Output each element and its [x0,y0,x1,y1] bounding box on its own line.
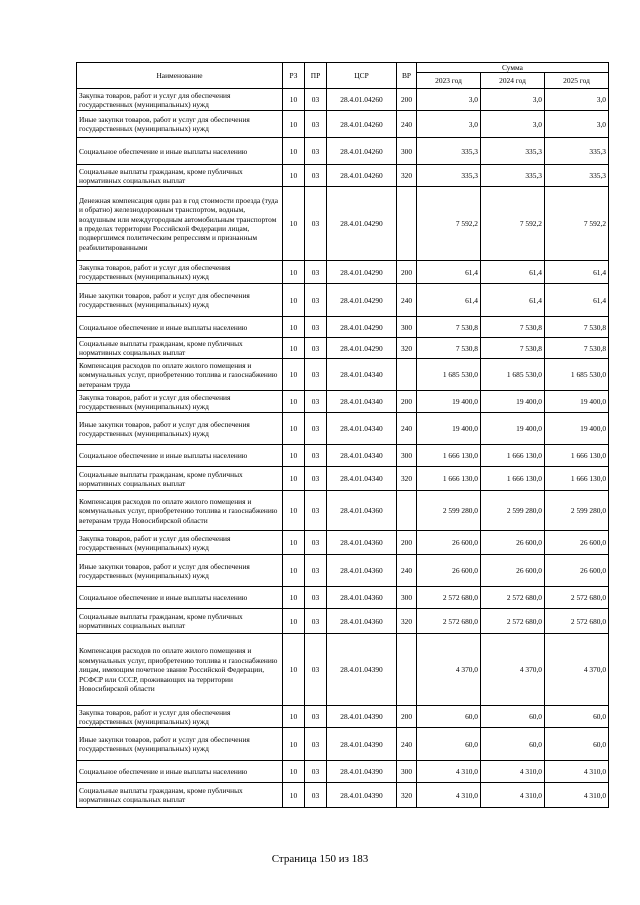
cell-csr: 28.4.01.04260 [327,111,397,138]
cell-rz: 10 [283,359,305,391]
cell-csr: 28.4.01.04390 [327,783,397,808]
cell-name: Иные закупки товаров, работ и услуг для обеспечения государственных (муниципальных) нужд [77,284,283,317]
cell-csr: 28.4.01.04340 [327,413,397,445]
cell-2025: 2 572 680,0 [545,609,609,634]
cell-name: Иные закупки товаров, работ и услуг для обеспечения государственных (муниципальных) нужд [77,413,283,445]
table-row [77,467,609,491]
header-year-2025: 2025 год [545,73,609,89]
cell-csr: 28.4.01.04260 [327,89,397,111]
table-row [77,609,609,634]
cell-rz: 10 [283,391,305,413]
cell-2025: 335,3 [545,138,609,165]
cell-2025: 61,4 [545,284,609,317]
cell-csr: 28.4.01.04260 [327,138,397,165]
cell-2023: 60,0 [417,728,481,761]
cell-name: Иные закупки товаров, работ и услуг для обеспечения государственных (муниципальных) нужд [77,728,283,761]
cell-name: Социальное обеспечение и иные выплаты населению [77,445,283,467]
cell-pr: 03 [305,338,327,359]
cell-csr: 28.4.01.04340 [327,359,397,391]
cell-pr: 03 [305,783,327,808]
cell-2023: 61,4 [417,261,481,284]
cell-2024: 335,3 [481,138,545,165]
cell-vr: 200 [397,706,417,728]
cell-vr: 320 [397,467,417,491]
cell-vr: 300 [397,317,417,338]
cell-2025: 1 685 530,0 [545,359,609,391]
cell-2025: 2 599 280,0 [545,491,609,531]
cell-2025: 7 530,8 [545,338,609,359]
cell-pr: 03 [305,138,327,165]
table-row [77,728,609,761]
cell-csr: 28.4.01.04260 [327,165,397,187]
cell-name: Социальное обеспечение и иные выплаты населению [77,761,283,783]
table-row [77,634,609,706]
budget-table [76,62,609,808]
cell-2023: 4 370,0 [417,634,481,706]
table-row [77,317,609,338]
cell-vr: 320 [397,338,417,359]
cell-2023: 26 600,0 [417,555,481,587]
cell-vr: 240 [397,111,417,138]
cell-pr: 03 [305,187,327,261]
cell-pr: 03 [305,284,327,317]
table-row [77,445,609,467]
cell-2024: 1 685 530,0 [481,359,545,391]
table-row [77,706,609,728]
cell-pr: 03 [305,111,327,138]
cell-2025: 2 572 680,0 [545,587,609,609]
cell-name: Компенсация расходов по оплате жилого помещения и коммунальных услуг, приобретению топлива и газоснабжению лицам, имеющим почетное звание Российской Федерации, РСФСР или СССР, проживающих на территории Новосибирской области [77,634,283,706]
cell-2025: 7 592,2 [545,187,609,261]
cell-2023: 61,4 [417,284,481,317]
cell-2025: 3,0 [545,111,609,138]
cell-2024: 4 310,0 [481,761,545,783]
header-year-2023: 2023 год [417,73,481,89]
cell-2024: 2 599 280,0 [481,491,545,531]
cell-vr: 240 [397,555,417,587]
table-row [77,555,609,587]
cell-2025: 3,0 [545,89,609,111]
cell-vr: 240 [397,413,417,445]
cell-2024: 19 400,0 [481,391,545,413]
cell-rz: 10 [283,317,305,338]
cell-name: Закупка товаров, работ и услуг для обеспечения государственных (муниципальных) нужд [77,261,283,284]
cell-name: Социальные выплаты гражданам, кроме публичных нормативных социальных выплат [77,165,283,187]
table-row [77,531,609,555]
cell-2023: 7 530,8 [417,317,481,338]
cell-2024: 7 530,8 [481,338,545,359]
cell-vr: 200 [397,261,417,284]
cell-vr: 300 [397,138,417,165]
cell-vr: 240 [397,728,417,761]
table-row [77,359,609,391]
cell-csr: 28.4.01.04360 [327,491,397,531]
table-row [77,284,609,317]
table-row [77,491,609,531]
cell-2024: 1 666 130,0 [481,467,545,491]
cell-name: Социальные выплаты гражданам, кроме публичных нормативных социальных выплат [77,609,283,634]
cell-vr: 200 [397,391,417,413]
cell-2024: 61,4 [481,284,545,317]
header-vr: ВР [397,63,417,89]
cell-rz: 10 [283,634,305,706]
cell-vr [397,187,417,261]
cell-2024: 3,0 [481,89,545,111]
cell-2025: 1 666 130,0 [545,467,609,491]
table-row [77,111,609,138]
page-number: Страница 150 из 183 [271,853,369,865]
table-row [77,587,609,609]
cell-pr: 03 [305,445,327,467]
cell-pr: 03 [305,706,327,728]
cell-name: Денежная компенсация один раз в год стоимости проезда (туда и обратно) железнодорожным транспортом, водным, воздушным или междугородным автомобильным транспортом в пределах территории Российской Федерации лицам, подвергшимся политическим репрессиям и признанным реабилитированными [77,187,283,261]
cell-2023: 3,0 [417,111,481,138]
table-row [77,165,609,187]
cell-2023: 19 400,0 [417,413,481,445]
cell-rz: 10 [283,531,305,555]
cell-2023: 7 530,8 [417,338,481,359]
cell-name: Социальные выплаты гражданам, кроме публичных нормативных социальных выплат [77,467,283,491]
cell-2023: 19 400,0 [417,391,481,413]
header-rz: РЗ [283,63,305,89]
cell-pr: 03 [305,609,327,634]
cell-name: Закупка товаров, работ и услуг для обеспечения государственных (муниципальных) нужд [77,706,283,728]
cell-rz: 10 [283,187,305,261]
cell-2024: 26 600,0 [481,531,545,555]
cell-csr: 28.4.01.04390 [327,728,397,761]
cell-2025: 1 666 130,0 [545,445,609,467]
cell-name: Иные закупки товаров, работ и услуг для обеспечения государственных (муниципальных) нужд [77,111,283,138]
cell-rz: 10 [283,783,305,808]
cell-rz: 10 [283,609,305,634]
cell-2024: 60,0 [481,728,545,761]
cell-csr: 28.4.01.04290 [327,284,397,317]
cell-name: Закупка товаров, работ и услуг для обеспечения государственных (муниципальных) нужд [77,531,283,555]
cell-vr: 200 [397,531,417,555]
cell-pr: 03 [305,761,327,783]
cell-2024: 7 592,2 [481,187,545,261]
cell-vr: 300 [397,445,417,467]
header-sum: Сумма [417,63,609,73]
cell-2025: 60,0 [545,706,609,728]
cell-2023: 1 666 130,0 [417,445,481,467]
cell-csr: 28.4.01.04390 [327,706,397,728]
cell-vr: 320 [397,783,417,808]
cell-2024: 60,0 [481,706,545,728]
cell-rz: 10 [283,587,305,609]
cell-csr: 28.4.01.04390 [327,761,397,783]
cell-2025: 26 600,0 [545,555,609,587]
cell-csr: 28.4.01.04340 [327,445,397,467]
cell-2024: 61,4 [481,261,545,284]
cell-name: Социальные выплаты гражданам, кроме публичных нормативных социальных выплат [77,338,283,359]
cell-name: Закупка товаров, работ и услуг для обеспечения государственных (муниципальных) нужд [77,89,283,111]
cell-rz: 10 [283,261,305,284]
cell-2024: 4 310,0 [481,783,545,808]
cell-rz: 10 [283,89,305,111]
cell-rz: 10 [283,338,305,359]
cell-csr: 28.4.01.04360 [327,531,397,555]
cell-name: Социальное обеспечение и иные выплаты населению [77,138,283,165]
cell-csr: 28.4.01.04340 [327,391,397,413]
cell-pr: 03 [305,359,327,391]
cell-pr: 03 [305,391,327,413]
table-row [77,187,609,261]
cell-name: Компенсация расходов по оплате жилого помещения и коммунальных услуг, приобретению топлива и газоснабжению ветеранам труда Новосибирской области [77,491,283,531]
table-row [77,391,609,413]
cell-rz: 10 [283,467,305,491]
cell-rz: 10 [283,491,305,531]
cell-name: Закупка товаров, работ и услуг для обеспечения государственных (муниципальных) нужд [77,391,283,413]
cell-vr: 300 [397,587,417,609]
cell-2023: 4 310,0 [417,761,481,783]
cell-2024: 4 370,0 [481,634,545,706]
cell-csr: 28.4.01.04290 [327,338,397,359]
cell-pr: 03 [305,634,327,706]
cell-csr: 28.4.01.04390 [327,634,397,706]
cell-vr: 200 [397,89,417,111]
cell-2024: 26 600,0 [481,555,545,587]
header-name: Наименование [77,63,283,89]
cell-vr: 300 [397,761,417,783]
cell-csr: 28.4.01.04290 [327,187,397,261]
cell-2025: 4 310,0 [545,761,609,783]
cell-2023: 3,0 [417,89,481,111]
cell-pr: 03 [305,728,327,761]
cell-2025: 19 400,0 [545,413,609,445]
cell-2023: 335,3 [417,165,481,187]
cell-2025: 61,4 [545,261,609,284]
cell-pr: 03 [305,261,327,284]
cell-2024: 1 666 130,0 [481,445,545,467]
cell-2023: 26 600,0 [417,531,481,555]
cell-vr: 320 [397,609,417,634]
cell-2025: 4 370,0 [545,634,609,706]
header-pr: ПР [305,63,327,89]
cell-2025: 4 310,0 [545,783,609,808]
cell-rz: 10 [283,761,305,783]
cell-pr: 03 [305,531,327,555]
cell-vr [397,634,417,706]
table-row [77,783,609,808]
cell-csr: 28.4.01.04360 [327,555,397,587]
cell-pr: 03 [305,555,327,587]
cell-2025: 335,3 [545,165,609,187]
cell-name: Компенсация расходов по оплате жилого помещения и коммунальных услуг, приобретению топлива и газоснабжению ветеранам труда [77,359,283,391]
cell-pr: 03 [305,587,327,609]
table-row [77,89,609,111]
cell-2024: 2 572 680,0 [481,609,545,634]
table-row [77,761,609,783]
cell-2025: 19 400,0 [545,391,609,413]
cell-vr [397,491,417,531]
table-row [77,338,609,359]
cell-csr: 28.4.01.04360 [327,609,397,634]
cell-rz: 10 [283,111,305,138]
cell-2023: 2 572 680,0 [417,609,481,634]
cell-pr: 03 [305,165,327,187]
cell-pr: 03 [305,413,327,445]
cell-vr: 240 [397,284,417,317]
cell-vr [397,359,417,391]
cell-2024: 7 530,8 [481,317,545,338]
cell-pr: 03 [305,467,327,491]
header-csr: ЦСР [327,63,397,89]
cell-csr: 28.4.01.04340 [327,467,397,491]
cell-name: Социальное обеспечение и иные выплаты населению [77,587,283,609]
cell-csr: 28.4.01.04290 [327,317,397,338]
cell-2023: 2 572 680,0 [417,587,481,609]
table-row [77,413,609,445]
cell-name: Иные закупки товаров, работ и услуг для обеспечения государственных (муниципальных) нужд [77,555,283,587]
cell-2023: 335,3 [417,138,481,165]
cell-rz: 10 [283,706,305,728]
cell-2024: 19 400,0 [481,413,545,445]
table-row [77,261,609,284]
cell-2023: 1 685 530,0 [417,359,481,391]
cell-rz: 10 [283,138,305,165]
cell-2023: 2 599 280,0 [417,491,481,531]
header-year-2024: 2024 год [481,73,545,89]
cell-2024: 335,3 [481,165,545,187]
cell-name: Социальное обеспечение и иные выплаты населению [77,317,283,338]
table-row [77,138,609,165]
cell-rz: 10 [283,413,305,445]
cell-pr: 03 [305,491,327,531]
table-body [77,89,609,808]
cell-pr: 03 [305,317,327,338]
cell-2025: 7 530,8 [545,317,609,338]
cell-rz: 10 [283,165,305,187]
cell-csr: 28.4.01.04360 [327,587,397,609]
cell-pr: 03 [305,89,327,111]
cell-vr: 320 [397,165,417,187]
cell-2023: 4 310,0 [417,783,481,808]
cell-2023: 1 666 130,0 [417,467,481,491]
cell-rz: 10 [283,445,305,467]
cell-2025: 60,0 [545,728,609,761]
cell-2024: 3,0 [481,111,545,138]
cell-rz: 10 [283,284,305,317]
cell-rz: 10 [283,555,305,587]
cell-2023: 60,0 [417,706,481,728]
cell-2024: 2 572 680,0 [481,587,545,609]
cell-2025: 26 600,0 [545,531,609,555]
cell-csr: 28.4.01.04290 [327,261,397,284]
cell-rz: 10 [283,728,305,761]
cell-2023: 7 592,2 [417,187,481,261]
cell-name: Социальные выплаты гражданам, кроме публичных нормативных социальных выплат [77,783,283,808]
